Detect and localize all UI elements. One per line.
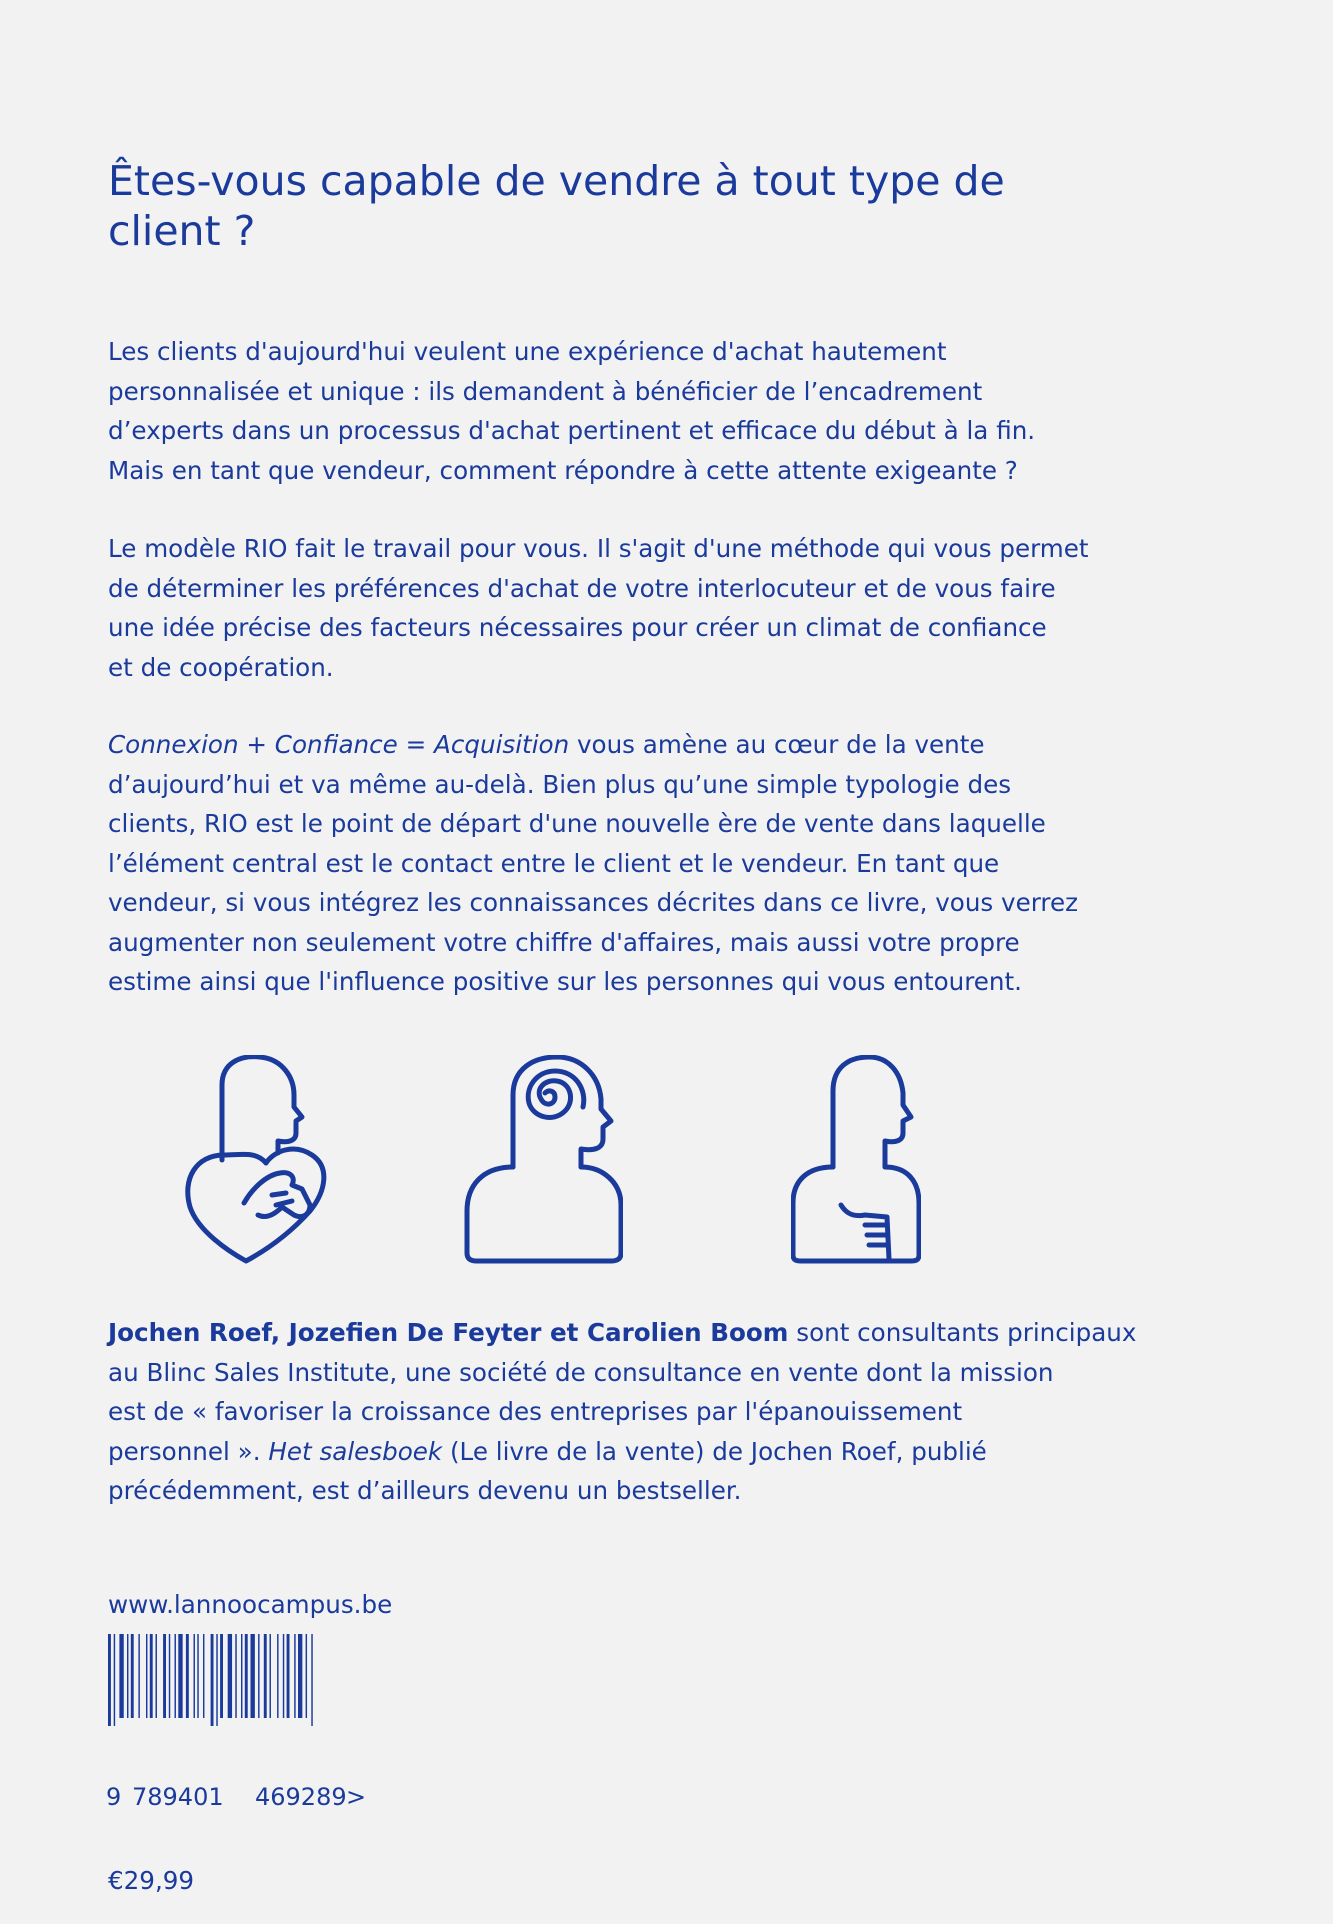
barcode-bar [146,1634,147,1718]
text-line: une idée précise des facteurs nécessaires pour créer un climat de confiance [108,613,1047,642]
barcode-bar [169,1634,170,1718]
text-line: de déterminer les préférences d'achat de votre interlocuteur et de vous faire [108,573,1056,603]
isbn-group-right: 469289 [255,1783,347,1811]
isbn-barcode [104,1634,368,1726]
text-line: clients, RIO est le point de départ d'une nouvelle ère de vente dans laquelle [108,809,1046,838]
text-fragment: vous amène au cœur de la vente [569,730,985,759]
barcode-bar [211,1634,214,1726]
barcode-bar [251,1634,255,1718]
author-names: Jochen Roef, Jozefien De Feyter et Carolien Boom [108,1318,789,1347]
barcode-bar [277,1634,278,1718]
text-line: Les clients d'aujourd'hui veulent une expérience d'achat hautement [108,337,947,366]
title-line: client ? [108,207,256,255]
text-fragment: sont consultants principaux [788,1318,1137,1347]
text-line: au Blinc Sales Institute, une société de consultance en vente dont la mission [108,1357,1054,1387]
text-line: estime ainsi que l'influence positive sur les personnes qui vous entourent. [108,967,1022,996]
text-fragment: personnel ». [108,1436,269,1466]
text-line: personnalisée et unique : ils demandent à bénéficier de l’encadrement [108,376,983,406]
barcode-bar [194,1634,195,1718]
isbn-group-left: 789401 [132,1783,224,1811]
barcode-bar [241,1634,242,1718]
authors-paragraph [108,1313,1137,1511]
title-line: Êtes-vous capable de vendre à tout type de [108,157,1005,205]
text-fragment: (Le livre de la vente) de Jochen Roef, publié [442,1436,987,1466]
barcode-bar [127,1634,128,1718]
text-line [108,725,1108,765]
barcode-bar [235,1634,236,1718]
text-line: augmenter non seulement votre chiffre d'affaires, mais aussi votre propre [108,927,1020,957]
barcode-bar [283,1634,284,1718]
barcode-bar [298,1634,302,1718]
text-line: est de « favoriser la croissance des entreprises par l'épanouissement [108,1397,963,1426]
barcode-bar [203,1634,204,1718]
book-title-italic: Connexion + Confiance = Acquisition [108,730,570,759]
text-line: d’aujourd’hui et va même au-delà. Bien plus qu’une simple typologie des [108,769,1012,799]
text-line [108,1313,1137,1353]
isbn-arrow: > [346,1783,367,1811]
text-line: l’élément central est le contact entre le client et le vendeur. En tant que [108,848,1000,878]
barcode-bar [119,1634,123,1718]
barcode-bar [178,1634,182,1718]
book-pitch-paragraph [108,725,1108,1002]
text-line: Le modèle RIO fait le travail pour vous. Il s'agit d'une méthode qui vous permet [108,534,1089,563]
publisher-website[interactable]: www.lannoocampus.be [108,1590,393,1619]
barcode-bar [156,1634,157,1718]
barcode-bar [216,1634,217,1726]
text-line: d’experts dans un processus d'achat pertinent et efficace du début à la fin. [108,416,1036,445]
text-line [108,1432,1108,1472]
text-line: Mais en tant que vendeur, comment répondre à cette attente exigeante ? [108,455,1018,485]
intro-paragraph [108,332,1108,490]
barcode-bar [138,1634,139,1718]
isbn-number [104,1782,368,1812]
barcode-bar [108,1634,111,1726]
heart-person-icon [182,1055,352,1265]
price-label: €29,99 [108,1866,195,1895]
barcode-bar [220,1634,223,1718]
barcode-bar [150,1634,153,1718]
back-cover-title [108,156,1108,256]
barcode-bar [294,1634,295,1718]
barcode-bar [186,1634,189,1718]
barcode-bar [270,1634,271,1718]
text-line: et de coopération. [108,652,334,682]
barcode-bar [264,1634,267,1718]
text-line: précédemment, est d’ailleurs devenu un bestseller. [108,1476,742,1505]
isbn-first-digit: 9 [106,1783,122,1811]
barcode-bar [306,1634,307,1718]
spiral-head-person-icon [463,1055,623,1265]
barcode-bar [311,1634,312,1726]
barcode-bar [245,1634,248,1718]
barcode-bar [175,1634,176,1718]
barcode-bar [287,1634,290,1718]
barcode-bar [228,1634,232,1718]
barcode-bar [197,1634,198,1718]
barcode-bar [258,1634,259,1718]
barcode-bar [163,1634,166,1718]
rio-model-paragraph [108,529,1108,687]
barcode-bar [114,1634,115,1726]
hand-on-body-person-icon [791,1055,921,1265]
previous-book-title: Het salesboek [268,1436,443,1466]
text-line: vendeur, si vous intégrez les connaissances décrites dans ce livre, vous verrez [108,888,1079,917]
barcode-bar [131,1634,134,1718]
